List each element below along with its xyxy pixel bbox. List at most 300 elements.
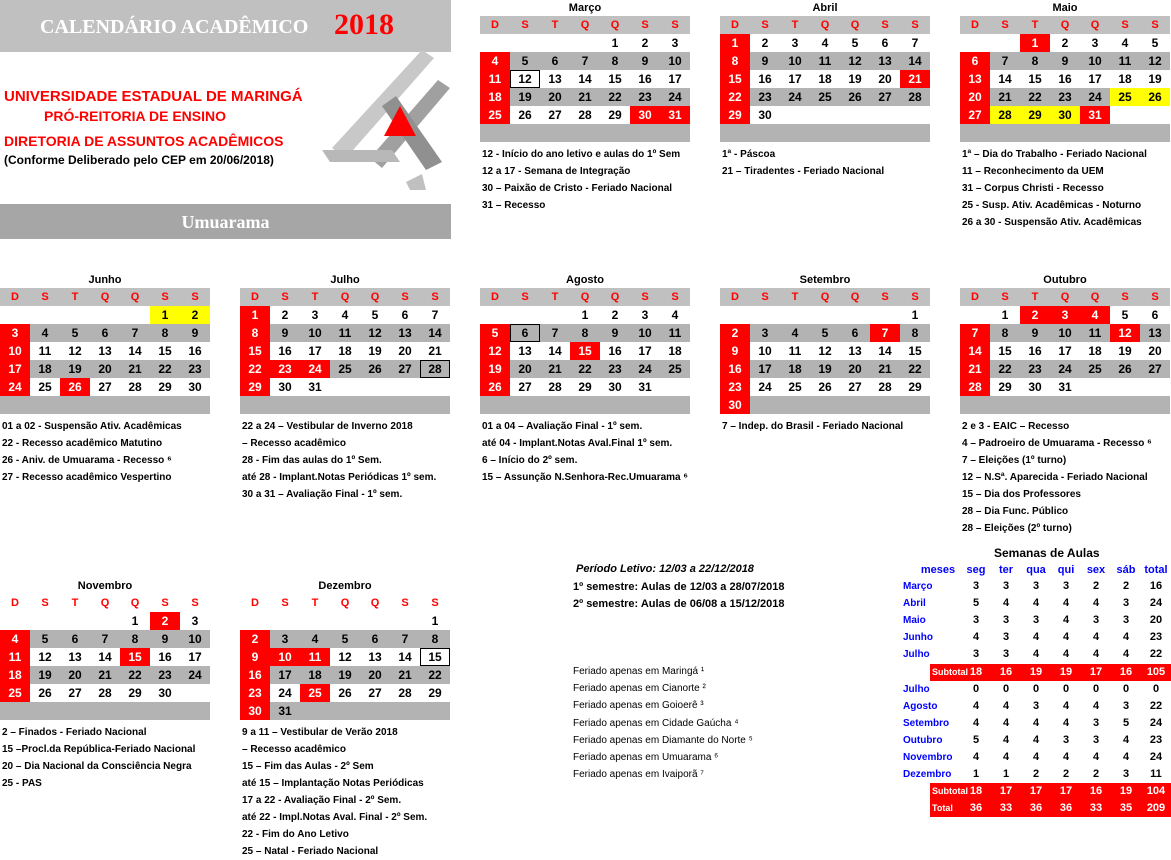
day-cell: 6 — [1151, 308, 1159, 322]
day-cell: 22 — [990, 360, 1020, 378]
day-cell: 23 — [270, 360, 300, 378]
day-cell: 3 — [671, 36, 679, 50]
subtotal1-value: 18 — [969, 666, 983, 678]
weekday-label: S — [270, 288, 300, 306]
local-holiday-item: Feriado apenas em Maringá ¹ — [573, 666, 705, 677]
day-cell: 25 — [330, 360, 360, 378]
weeks-row-value: 4 — [1122, 648, 1130, 660]
weekday-label: Q — [1080, 288, 1110, 306]
subtotal1-value: 16 — [999, 666, 1013, 678]
day-cell: 1 — [581, 308, 589, 322]
day-cell: 24 — [1050, 360, 1080, 378]
total-value: 209 — [1146, 802, 1166, 814]
day-cell: 23 — [630, 88, 660, 106]
weekday-label: S — [150, 594, 180, 612]
month-notes — [242, 418, 436, 503]
weeks-row-value: 4 — [1032, 717, 1040, 729]
day-cell: 14 — [998, 72, 1012, 86]
weekday-label: S — [870, 16, 900, 34]
day-cell: 13 — [848, 344, 862, 358]
day-cell: 12 — [480, 342, 510, 360]
day-cell: 6 — [510, 324, 540, 342]
day-cell: 11 — [1110, 52, 1140, 70]
empty-cell — [420, 378, 450, 396]
empty-cell — [480, 306, 510, 324]
day-cell: 4 — [300, 630, 330, 648]
day-cell: 27 — [1140, 360, 1170, 378]
period-sem2: 2º semestre: Aulas de 06/08 a 15/12/2018 — [573, 598, 785, 610]
day-cell: 18 — [668, 344, 682, 358]
day-cell: 27 — [98, 380, 112, 394]
weekday-label: D — [240, 594, 270, 612]
weekday-label: D — [0, 288, 30, 306]
day-cell: 12 — [360, 324, 390, 342]
weeks-row-value: 0 — [1002, 683, 1010, 695]
total-value: 36 — [1059, 802, 1073, 814]
day-cell: 19 — [1118, 344, 1132, 358]
day-cell: 28 — [960, 378, 990, 396]
day-cell: 7 — [870, 324, 900, 342]
empty-cell — [0, 306, 30, 324]
day-cell: 22 — [150, 360, 180, 378]
empty-cell — [300, 612, 330, 630]
weeks-row-value: 3 — [1122, 597, 1130, 609]
local-holiday-item: Feriado apenas em Cidade Gaúcha ⁴ — [573, 717, 739, 729]
day-cell: 26 — [840, 88, 870, 106]
day-cell: 3 — [641, 308, 649, 322]
day-cell: 14 — [98, 650, 112, 664]
day-cell: 11 — [38, 344, 52, 358]
day-cell: 23 — [1020, 360, 1050, 378]
weeks-row-value: 4 — [1002, 597, 1010, 609]
weeks-row-value: 3 — [1032, 580, 1040, 592]
day-cell: 30 — [278, 380, 292, 394]
day-cell: 7 — [90, 630, 120, 648]
weeks-row-value: 3 — [1122, 700, 1130, 712]
day-cell: 11 — [300, 648, 330, 666]
weeks-row-value: 20 — [1149, 614, 1163, 626]
weeks-row-value: 4 — [1062, 751, 1070, 763]
note-item: 7 – Indep. do Brasil - Feriado Nacional — [722, 421, 904, 432]
weeks-row-value: 24 — [1149, 597, 1163, 609]
local-holiday-item: Feriado apenas em Umuarama ⁶ — [573, 752, 719, 763]
day-cell: 13 — [98, 344, 112, 358]
note-item: 9 a 11 – Vestibular de Verão 2018 — [242, 727, 398, 738]
weekday-label: Q — [330, 594, 360, 612]
calendar-filler-row — [0, 702, 210, 720]
weekday-label: S — [180, 594, 210, 612]
weeks-row-value: 4 — [1032, 597, 1040, 609]
day-cell: 22 — [120, 666, 150, 684]
day-cell: 17 — [0, 360, 30, 378]
note-item: 30 – Paixão de Cristo - Feriado Nacional — [482, 183, 673, 194]
day-cell: 10 — [758, 344, 772, 358]
day-cell: 23 — [150, 666, 180, 684]
day-cell: 21 — [960, 360, 990, 378]
note-item: 15 – Fim das Aulas - 2º Sem — [242, 761, 374, 772]
day-cell: 4 — [341, 308, 349, 322]
local-holiday-item: Feriado apenas em Diamante do Norte ⁵ — [573, 734, 753, 746]
day-cell: 29 — [240, 378, 270, 396]
weekday-label: T — [540, 288, 570, 306]
day-cell: 3 — [1050, 306, 1080, 324]
day-cell: 29 — [128, 686, 142, 700]
day-cell: 14 — [578, 72, 592, 86]
day-cell: 21 — [90, 666, 120, 684]
empty-cell — [510, 34, 540, 52]
day-cell: 18 — [30, 360, 60, 378]
day-cell: 26 — [60, 378, 90, 396]
note-item: 7 – Eleições (1º turno) — [962, 455, 1067, 466]
day-cell: 12 — [338, 650, 352, 664]
day-cell: 13 — [870, 52, 900, 70]
day-cell: 26 — [518, 108, 532, 122]
day-cell: 6 — [840, 324, 870, 342]
weekday-label: D — [480, 16, 510, 34]
subtotal2-value: 19 — [1119, 785, 1133, 797]
day-cell: 25 — [300, 684, 330, 702]
month-notes — [482, 146, 680, 214]
day-cell: 28 — [578, 108, 592, 122]
day-cell: 28 — [878, 380, 892, 394]
empty-cell — [360, 378, 390, 396]
month-title: Março — [568, 2, 602, 14]
day-cell: 16 — [608, 344, 622, 358]
month-notes — [2, 418, 182, 486]
day-cell: 1 — [911, 308, 919, 322]
day-cell: 28 — [398, 686, 412, 700]
weekday-label: Q — [90, 288, 120, 306]
weeks-header: ter — [998, 564, 1014, 576]
weekday-label: S — [900, 288, 930, 306]
empty-cell — [360, 612, 390, 630]
empty-cell — [840, 106, 870, 124]
empty-cell — [540, 34, 570, 52]
day-cell: 13 — [368, 650, 382, 664]
weekday-label: S — [420, 594, 450, 612]
weeks-row-value: 4 — [1032, 648, 1040, 660]
total-value: 33 — [999, 802, 1013, 814]
empty-cell — [300, 702, 330, 720]
month-notes — [242, 724, 427, 860]
empty-cell — [810, 106, 840, 124]
day-cell: 21 — [540, 360, 570, 378]
day-cell: 15 — [420, 648, 450, 666]
empty-cell — [990, 34, 1020, 52]
day-cell: 7 — [570, 52, 600, 70]
day-cell: 22 — [570, 360, 600, 378]
day-cell: 27 — [68, 686, 82, 700]
empty-cell — [1140, 378, 1170, 396]
weeks-row-value: 3 — [1092, 614, 1100, 626]
note-item: 21 – Tiradentes - Feriado Nacional — [722, 166, 885, 177]
day-cell: 8 — [600, 52, 630, 70]
day-cell: 5 — [480, 324, 510, 342]
weekday-label: Q — [600, 16, 630, 34]
day-cell: 14 — [878, 344, 892, 358]
weekday-label: S — [1140, 288, 1170, 306]
empty-cell — [1080, 378, 1110, 396]
weekday-label: Q — [1080, 16, 1110, 34]
subtotal1-label: Subtotal — [932, 667, 968, 677]
day-cell: 26 — [38, 686, 52, 700]
weekday-label: T — [300, 594, 330, 612]
day-cell: 21 — [900, 70, 930, 88]
day-cell: 2 — [1020, 306, 1050, 324]
day-cell: 19 — [510, 88, 540, 106]
subtotal2-label: Subtotal — [932, 786, 968, 796]
note-item: 25 - PAS — [2, 778, 42, 789]
day-cell: 15 — [158, 344, 172, 358]
weeks-row-label: Setembro — [903, 718, 950, 729]
day-cell: 5 — [510, 52, 540, 70]
day-cell: 25 — [788, 380, 802, 394]
day-cell: 5 — [330, 630, 360, 648]
day-cell: 21 — [390, 666, 420, 684]
day-cell: 24 — [1080, 88, 1110, 106]
day-cell: 4 — [671, 308, 679, 322]
day-cell: 29 — [1020, 106, 1050, 124]
day-cell: 24 — [780, 88, 810, 106]
day-cell: 25 — [660, 360, 690, 378]
month-title: Julho — [330, 274, 360, 286]
day-cell: 20 — [878, 72, 892, 86]
day-cell: 30 — [240, 702, 270, 720]
empty-cell — [960, 306, 990, 324]
weekday-label: D — [720, 16, 750, 34]
day-cell: 20 — [90, 360, 120, 378]
note-item: até 22 - Impl.Notas Aval. Final - 2º Sem. — [242, 812, 428, 823]
weeks-row-value: 5 — [1122, 717, 1130, 729]
day-cell: 30 — [1028, 380, 1042, 394]
day-cell: 7 — [540, 324, 570, 342]
note-item: 1ª - Páscoa — [722, 149, 776, 160]
weekday-label: Q — [360, 288, 390, 306]
day-cell: 2 — [611, 308, 619, 322]
note-item: 6 – Início do 2º sem. — [482, 455, 578, 466]
note-item: 22 - Recesso acadêmico Matutino — [2, 438, 163, 449]
weekday-label: Q — [120, 594, 150, 612]
day-cell: 23 — [240, 684, 270, 702]
day-cell: 31 — [638, 380, 652, 394]
day-cell: 18 — [0, 666, 30, 684]
day-cell: 28 — [128, 380, 142, 394]
title-banner — [0, 0, 451, 52]
weeks-row-label: Agosto — [903, 701, 938, 712]
day-cell: 28 — [548, 380, 562, 394]
calendar-filler-row — [720, 124, 930, 142]
weeks-row-label: Março — [903, 581, 933, 592]
day-cell: 20 — [840, 360, 870, 378]
empty-cell — [870, 106, 900, 124]
weekday-label: S — [390, 288, 420, 306]
day-cell: 5 — [851, 36, 859, 50]
deliberation-note: (Conforme Deliberado pelo CEP em 20/06/2018) — [4, 153, 274, 167]
weeks-row-value: 3 — [1062, 734, 1070, 746]
weeks-row-value: 2 — [1092, 580, 1100, 592]
day-cell: 25 — [0, 684, 30, 702]
total-value: 36 — [969, 802, 983, 814]
weekday-label: Q — [810, 16, 840, 34]
weeks-row-value: 24 — [1149, 751, 1163, 763]
empty-cell — [750, 396, 780, 414]
note-item: até 28 - Implant.Notas Periódicas 1º sem. — [242, 472, 437, 483]
note-item: 11 – Reconhecimento da UEM — [962, 166, 1104, 177]
weeks-row-label: Maio — [903, 615, 926, 626]
day-cell: 20 — [60, 666, 90, 684]
note-item: 12 – N.Sª. Aparecida - Feriado Nacional — [962, 472, 1148, 483]
day-cell: 10 — [300, 324, 330, 342]
day-cell: 9 — [270, 324, 300, 342]
day-cell: 6 — [60, 630, 90, 648]
day-cell: 2 — [1061, 36, 1069, 50]
subtotal2-value: 17 — [1059, 785, 1073, 797]
calendar-title: CALENDÁRIO ACADÊMICO — [40, 16, 309, 38]
weeks-row-value: 5 — [972, 597, 980, 609]
day-cell: 14 — [398, 650, 412, 664]
weeks-row-value: 4 — [1062, 700, 1070, 712]
weekday-label: Q — [570, 288, 600, 306]
empty-cell — [780, 396, 810, 414]
month-title: Setembro — [799, 274, 851, 286]
day-cell: 10 — [1050, 324, 1080, 342]
day-cell: 29 — [608, 108, 622, 122]
weeks-row-value: 4 — [1032, 631, 1040, 643]
local-holiday-item: Feriado apenas em Cianorte ² — [573, 683, 706, 695]
calendar-filler-row — [480, 396, 690, 414]
weekday-label: S — [630, 288, 660, 306]
day-cell: 18 — [818, 72, 832, 86]
weeks-row-value: 2 — [1092, 768, 1100, 780]
weeks-row-value: 22 — [1149, 700, 1163, 712]
note-item: 12 - Início do ano letivo e aulas do 1º Sem — [482, 149, 681, 160]
day-cell: 4 — [480, 52, 510, 70]
note-item: – Recesso acadêmico — [242, 438, 346, 449]
day-cell: 2 — [761, 36, 769, 50]
day-cell: 4 — [30, 324, 60, 342]
day-cell: 9 — [600, 324, 630, 342]
day-cell: 31 — [270, 702, 300, 720]
weeks-row-value: 0 — [972, 683, 980, 695]
day-cell: 29 — [428, 686, 442, 700]
weeks-row-value: 2 — [1062, 768, 1070, 780]
note-item: 28 – Eleições (2º turno) — [962, 523, 1072, 534]
empty-cell — [510, 306, 540, 324]
weekday-label: T — [1020, 288, 1050, 306]
day-cell: 13 — [960, 70, 990, 88]
day-cell: 12 — [1110, 324, 1140, 342]
weekday-label: S — [750, 16, 780, 34]
weeks-header: qua — [1026, 564, 1046, 576]
day-cell: 14 — [960, 342, 990, 360]
day-cell: 27 — [548, 108, 562, 122]
month-title: Maio — [1052, 2, 1078, 14]
month-title: Dezembro — [318, 580, 372, 592]
day-cell: 6 — [360, 630, 390, 648]
day-cell: 22 — [720, 88, 750, 106]
weeks-row-value: 4 — [1062, 717, 1070, 729]
note-item: 31 – Corpus Christi - Recesso — [962, 183, 1104, 194]
day-cell: 2 — [281, 308, 289, 322]
day-cell: 25 — [38, 380, 52, 394]
day-cell: 18 — [780, 360, 810, 378]
day-cell: 8 — [570, 324, 600, 342]
weekday-label: S — [30, 594, 60, 612]
day-cell: 16 — [1058, 72, 1072, 86]
month-notes — [722, 146, 884, 180]
day-cell: 15 — [908, 344, 922, 358]
day-cell: 6 — [881, 36, 889, 50]
empty-cell — [750, 306, 780, 324]
month-title: Outubro — [1043, 274, 1087, 286]
weekday-label: T — [60, 594, 90, 612]
weeks-row-value: 23 — [1149, 734, 1163, 746]
weekday-label: S — [900, 16, 930, 34]
weeks-row-value: 4 — [1002, 751, 1010, 763]
empty-cell — [840, 396, 870, 414]
day-cell: 8 — [990, 324, 1020, 342]
local-holiday-item: Feriado apenas em Ivaiporã ⁷ — [573, 769, 704, 781]
weeks-row-value: 3 — [1002, 631, 1010, 643]
empty-cell — [30, 306, 60, 324]
day-cell: 5 — [30, 630, 60, 648]
day-cell: 1 — [720, 34, 750, 52]
weeks-row-value: 11 — [1150, 768, 1162, 780]
weekday-label: T — [1020, 16, 1050, 34]
day-cell: 8 — [420, 630, 450, 648]
note-item: 2 e 3 - EAIC – Recesso — [962, 421, 1070, 432]
empty-cell — [1110, 378, 1140, 396]
day-cell: 11 — [810, 52, 840, 70]
weekday-label: T — [780, 288, 810, 306]
day-cell: 7 — [990, 52, 1020, 70]
day-cell: 12 — [1140, 52, 1170, 70]
day-cell: 10 — [630, 324, 660, 342]
day-cell: 13 — [548, 72, 562, 86]
empty-cell — [480, 34, 510, 52]
weeks-row-value: 0 — [1152, 683, 1160, 695]
weeks-row-value: 3 — [1002, 580, 1010, 592]
day-cell: 2 — [240, 630, 270, 648]
weeks-row-value: 4 — [972, 751, 980, 763]
day-cell: 13 — [390, 324, 420, 342]
weeks-row-value: 3 — [1062, 580, 1070, 592]
empty-cell — [180, 684, 210, 702]
weekday-label: T — [300, 288, 330, 306]
empty-cell — [30, 612, 60, 630]
day-cell: 23 — [1050, 88, 1080, 106]
note-item: 20 – Dia Nacional da Consciência Negra — [2, 761, 192, 772]
day-cell: 3 — [191, 614, 199, 628]
weeks-row-label: Dezembro — [903, 769, 952, 780]
day-cell: 11 — [330, 324, 360, 342]
day-cell: 29 — [158, 380, 172, 394]
weeks-row-value: 4 — [1062, 631, 1070, 643]
weekday-label: Q — [330, 288, 360, 306]
weeks-row-value: 2 — [1032, 768, 1040, 780]
day-cell: 21 — [120, 360, 150, 378]
day-cell: 3 — [270, 630, 300, 648]
day-cell: 13 — [518, 344, 532, 358]
day-cell: 30 — [720, 396, 750, 414]
weekday-label: D — [480, 288, 510, 306]
empty-cell — [420, 702, 450, 720]
day-cell: 25 — [810, 88, 840, 106]
subtotal2-value: 18 — [969, 785, 983, 797]
period-letivo: Período Letivo: 12/03 a 22/12/2018 — [576, 563, 754, 575]
weekday-label: D — [240, 288, 270, 306]
weekday-label: T — [60, 288, 90, 306]
